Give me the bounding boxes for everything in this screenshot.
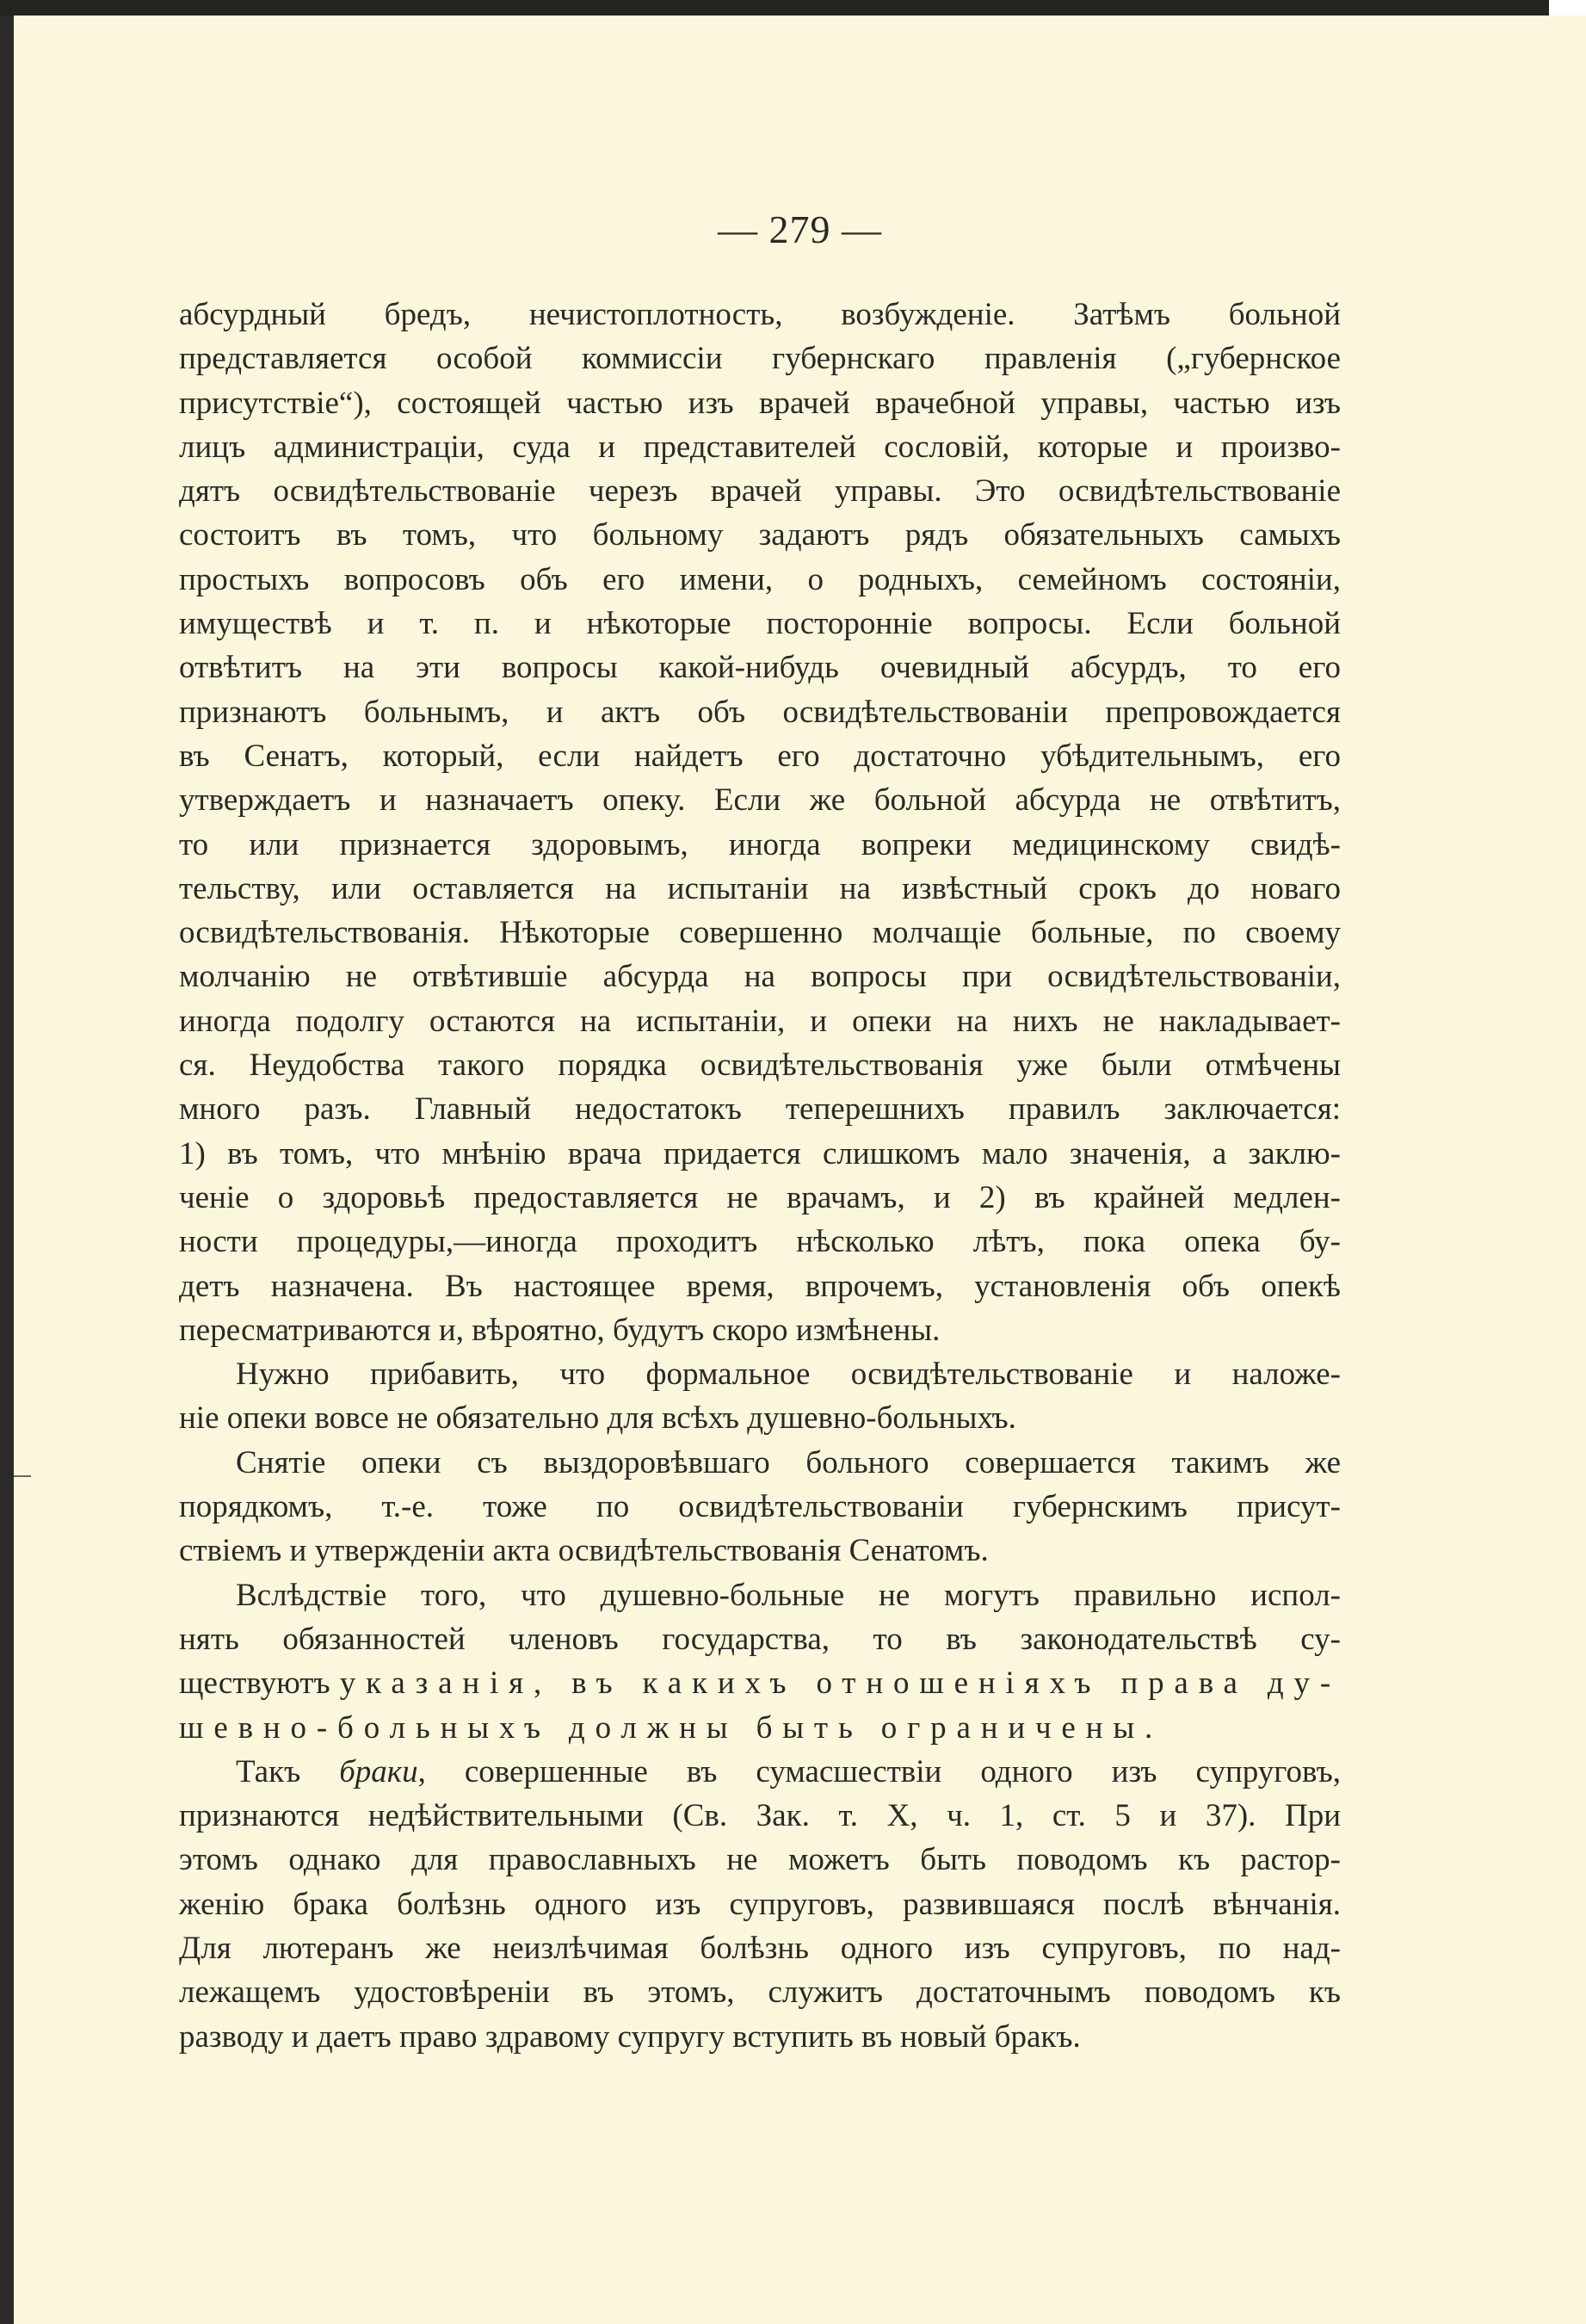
text-line: пересматриваются и, вѣроятно, будутъ скоро измѣнены.	[179, 1312, 941, 1348]
text-line: лежащемъ удостовѣреніи въ этомъ, служитъ достаточнымъ поводомъ къ	[179, 1975, 1341, 2011]
text-line: детъ назначена. Въ настоящее время, впрочемъ, установленія объ опекѣ	[179, 1268, 1341, 1304]
text-line: порядкомъ, т.-е. тоже по освидѣтельствованіи губернскимъ присут-	[179, 1489, 1341, 1525]
text-line: Для лютеранъ же неизлѣчимая болѣзнь одного изъ супруговъ, по над-	[179, 1930, 1341, 1966]
body-text	[179, 293, 1341, 2059]
text-line: много разъ. Главный недостатокъ теперешнихъ правилъ заключается:	[179, 1091, 1341, 1128]
text-line: то или признается здоровымъ, иногда вопреки медицинскому свидѣ-	[179, 826, 1341, 862]
scan-left-edge	[0, 15, 14, 2324]
text-line: этомъ однако для православныхъ не можетъ быть поводомъ къ растор-	[179, 1842, 1341, 1878]
text-line: признаются недѣйствительными (Св. Зак. т. X, ч. 1, ст. 5 и 37). При	[179, 1798, 1341, 1834]
text-line-spaced-2	[179, 1706, 1341, 1750]
text-line: разводу и даетъ право здравому супругу вступить въ новый бракъ.	[179, 2018, 1081, 2055]
text-line: 1) въ томъ, что мнѣнію врача придается слишкомъ мало значенія, а заклю-	[179, 1135, 1341, 1171]
text-line: ніе опеки вовсе не обязательно для всѣхъ душевно-больныхъ.	[179, 1400, 1016, 1437]
spaced-emphasis: шевно-больныхъ должны быть ограничены.	[179, 1709, 1163, 1746]
text-line: тельству, или оставляется на испытаніи на извѣстный срокъ до новаго	[179, 870, 1341, 906]
text-line: представляется особой коммиссіи губернскаго правленія („губернское	[179, 341, 1341, 377]
text-line-spaced-1	[179, 1661, 1341, 1705]
text-line: ности процедуры,—иногда проходитъ нѣсколько лѣтъ, пока опека бу-	[179, 1224, 1341, 1260]
margin-mark	[14, 1475, 31, 1477]
text-run: Такъ	[236, 1753, 340, 1789]
text-line: имуществѣ и т. п. и нѣкоторые посторонніе вопросы. Если больной	[179, 606, 1341, 642]
text-line: иногда подолгу остаются на испытаніи, и опеки на нихъ не накладывает-	[179, 1003, 1341, 1039]
text-line: отвѣтитъ на эти вопросы какой-нибудь очевидный абсурдъ, то его	[179, 650, 1341, 686]
italic-emphasis: браки	[339, 1753, 418, 1789]
text-line: въ Сенатъ, который, если найдетъ его достаточно убѣдительнымъ, его	[179, 738, 1341, 774]
text-line: утверждаетъ и назначаетъ опеку. Если же больной абсурда не отвѣтитъ,	[179, 782, 1341, 819]
text-line-marriage	[179, 1750, 1341, 1794]
text-line: Нужно прибавить, что формальное освидѣтельствованіе и наложе-	[236, 1357, 1341, 1393]
scan-top-edge	[0, 0, 1549, 15]
text-run: ществуютъ	[179, 1666, 340, 1702]
text-line: ченіе о здоровьѣ предоставляется не врачамъ, и 2) въ крайней медлен-	[179, 1179, 1341, 1215]
text-line: присутствіе“), состоящей частью изъ врачей врачебной управы, частью изъ	[179, 385, 1341, 421]
text-line: нять обязанностей членовъ государства, то въ законодательствѣ су-	[179, 1621, 1341, 1657]
tail-lines	[179, 1794, 1341, 2059]
text-line: признаютъ больнымъ, и актъ объ освидѣтельствованіи препровождается	[179, 694, 1341, 730]
text-line: простыхъ вопросовъ объ его имени, о родныхъ, семейномъ состояніи,	[179, 561, 1341, 597]
text-line: лицъ администраціи, суда и представителей сословій, которые и произво-	[179, 429, 1341, 465]
text-line: состоитъ въ томъ, что больному задаютъ рядъ обязательныхъ самыхъ	[179, 517, 1341, 553]
text-line: освидѣтельствованія. Нѣкоторые совершенно молчащіе больные, по своему	[179, 915, 1341, 951]
text-line: женію брака болѣзнь одного изъ супруговъ, развившаяся послѣ вѣнчанія.	[179, 1886, 1341, 1922]
text-run: , совершенные въ сумасшествіи одного изъ супруговъ,	[417, 1753, 1341, 1789]
text-line: ся. Неудобства такого порядка освидѣтельствованія уже были отмѣчены	[179, 1048, 1341, 1084]
main-lines	[179, 293, 1341, 1661]
text-line: абсурдный бредъ, нечистоплотность, возбужденіе. Затѣмъ больной	[179, 297, 1341, 332]
text-line: дятъ освидѣтельствованіе черезъ врачей управы. Это освидѣтельствованіе	[179, 473, 1341, 510]
spaced-emphasis: указанія, въ какихъ отношеніяхъ права ду-	[339, 1666, 1341, 1702]
page-number: — 279 —	[718, 207, 882, 251]
text-line: Вслѣдствіе того, что душевно-больные не могутъ правильно испол-	[236, 1577, 1341, 1613]
text-line: молчанію не отвѣтившіе абсурда на вопросы при освидѣтельствованіи,	[179, 959, 1341, 995]
text-line: ствіемъ и утвержденіи акта освидѣтельствованія Сенатомъ.	[179, 1533, 989, 1569]
book-page	[14, 15, 1586, 2324]
text-line: Снятіе опеки съ выздоровѣвшаго больного совершается такимъ же	[236, 1444, 1341, 1480]
